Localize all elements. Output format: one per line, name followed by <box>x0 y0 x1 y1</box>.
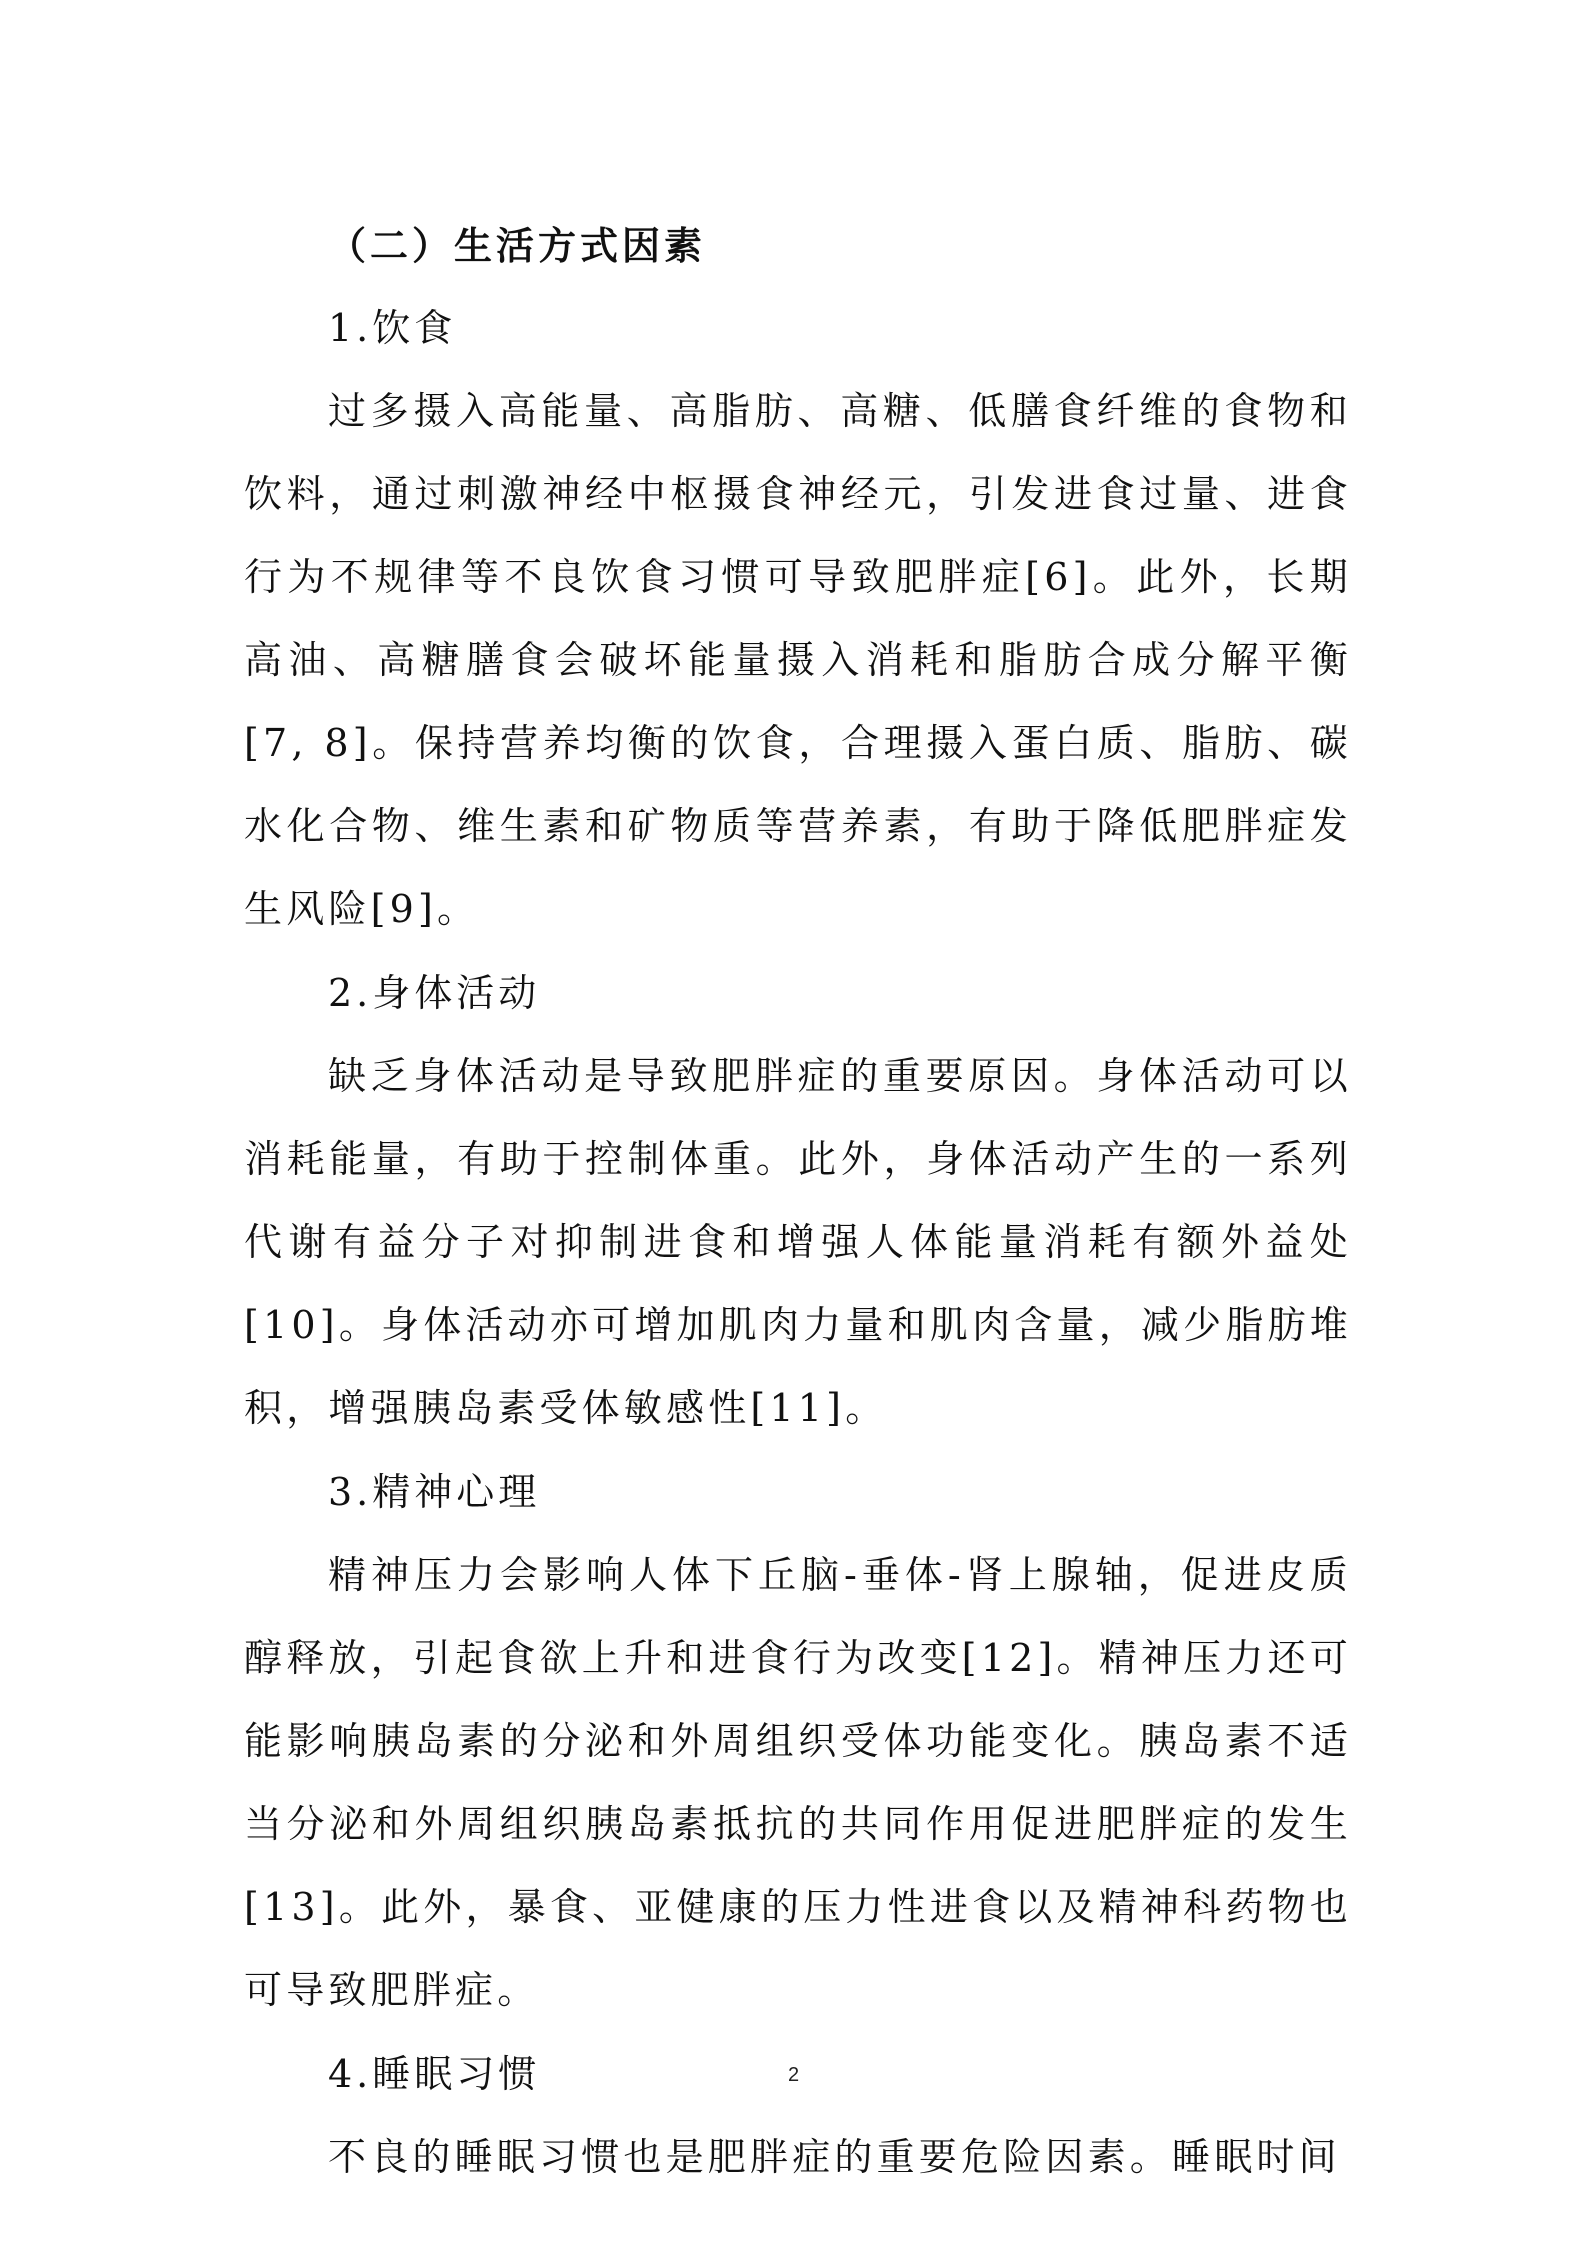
subsection-heading-physical-activity: 2.身体活动 <box>328 971 541 1015</box>
document-body <box>244 206 1352 2199</box>
paragraph-sleep-habits: 不良的睡眠习惯也是肥胖症的重要危险因素。睡眠时间 <box>328 2135 1341 2179</box>
subsection-heading-mental-psychology: 3.精神心理 <box>328 1470 541 1514</box>
paragraph-diet: 过多摄入高能量、高脂肪、高糖、低膳食纤维的食物和饮料，通过刺激神经中枢摄食神经元，引发进食过量、进食行为不规律等不良饮食习惯可导致肥胖症[6]。此外，长期高油、高糖膳食会破坏能量摄入消耗和脂肪合成分解平衡[7, 8]。保持营养均衡的饮食，合理摄入蛋白质、脂肪、碳水化合物、维生素和矿物质等营养素，有助于降低肥胖症发生风险[9]。 <box>244 389 1352 931</box>
paragraph-physical-activity: 缺乏身体活动是导致肥胖症的重要原因。身体活动可以消耗能量，有助于控制体重。此外，身体活动产生的一系列代谢有益分子对抑制进食和增强人体能量消耗有额外益处[10]。身体活动亦可增加肌肉力量和肌肉含量，减少脂肪堆积，增强胰岛素受体敏感性[11]。 <box>244 1054 1352 1430</box>
section-heading: （二）生活方式因素 <box>328 223 707 268</box>
page-number: 2 <box>787 2064 800 2086</box>
subsection-heading-sleep-habits: 4.睡眠习惯 <box>328 2052 541 2096</box>
paragraph-mental-psychology: 精神压力会影响人体下丘脑-垂体-肾上腺轴，促进皮质醇释放，引起食欲上升和进食行为改变[12]。精神压力还可能影响胰岛素的分泌和外周组织受体功能变化。胰岛素不适当分泌和外周组织胰岛素抵抗的共同作用促进肥胖症的发生[13]。此外，暴食、亚健康的压力性进食以及精神科药物也可导致肥胖症。 <box>244 1553 1352 2012</box>
subsection-heading-diet: 1.饮食 <box>328 306 457 350</box>
